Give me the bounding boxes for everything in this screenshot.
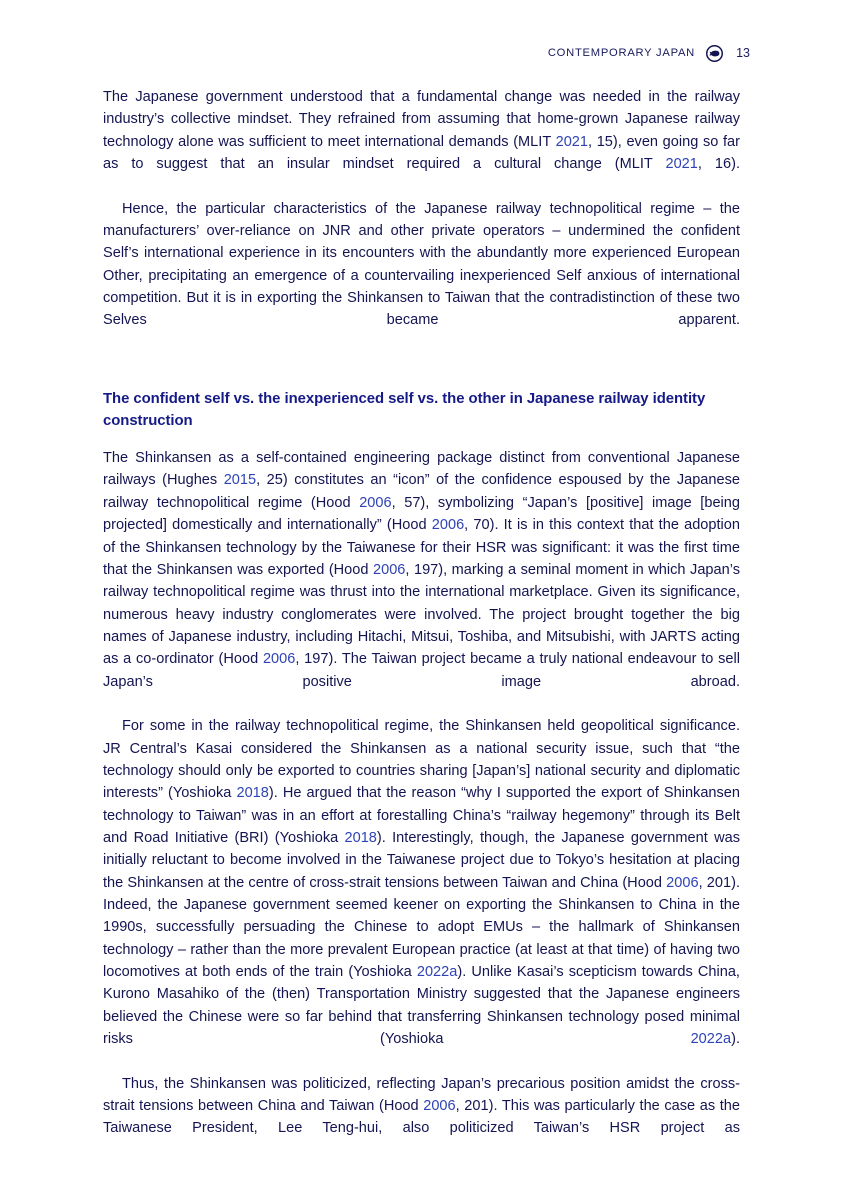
- citation-mlit-2021-b[interactable]: 2021: [665, 156, 698, 173]
- paragraph-1-text-c: , 16).: [697, 156, 740, 173]
- page-body-content: [103, 86, 740, 1162]
- paragraph-4-text-f: ).: [731, 1031, 740, 1048]
- paragraph-2: Hence, the particular characteristics of the Japanese railway technopolitical regime – the manufacturers’ over-reliance on JNR and other private operators – undermined the confident Self’s international experience in its encounters with the abundantly more experienced European Other, precipitating an emergence of a countervailing inexperienced Self anxious of international competition. But it is in exporting the Shinkansen to Taiwan that the contradistinction of these two Selves became apparent.: [103, 200, 740, 329]
- citation-hughes-2015[interactable]: 2015: [223, 472, 257, 489]
- citation-yoshioka-2018-a[interactable]: 2018: [236, 785, 269, 802]
- citation-hood-2006-c[interactable]: 2006: [373, 561, 406, 578]
- paragraph-1-text-a: The Japanese government understood that a fundamental change was needed in the railway industry’s collective mindset. They refrained from assuming that home-grown Japanese railway technology alone was sufficient to meet international demands (MLIT: [103, 89, 740, 150]
- running-header: [103, 42, 750, 64]
- paragraph-1: [103, 86, 740, 198]
- section-heading: The confident self vs. the inexperienced self vs. the other in Japanese railway identity construction: [103, 391, 706, 429]
- paragraph-4-text-b: ). He argued that the reason “why I supported the export of Shinkansen technology to Taiwan” was in an effort at forestalling China’s “railway hegemony” through its Belt and Road Initiative (BRI) (Yoshioka: [103, 785, 741, 846]
- paragraph-3: [103, 447, 740, 715]
- paragraph-3-text-d: , 70). It is in this context that the adoption of the Shinkansen technology by the Taiwanese for their HSR was significant: it was the first time that the Shinkansen was exported (Hood: [103, 517, 740, 578]
- page-number: 13: [736, 46, 750, 60]
- citation-hood-2006-f[interactable]: 2006: [423, 1098, 456, 1115]
- paragraph-4-text-d: , 201). Indeed, the Japanese government seemed keener on exporting the Shinkansen to China in the 1990s, successfully persuading the Chinese to adopt EMUs – the hallmark of Shinkansen technology – rather than the more prevalent European practice (at least at that time) of having two locomotives at both ends of the train (Yoshioka: [103, 874, 740, 981]
- paragraph-4-text-e: ). Unlike Kasai’s scepticism towards China, Kurono Masahiko of the (then) Transportation Ministry suggested that the Japanese engineers believed the Chinese were so far behind that transferring Shinkansen technology posed minimal risks (Yoshioka: [103, 964, 740, 1048]
- journal-emblem-icon: [706, 45, 723, 62]
- citation-mlit-2021-a[interactable]: 2021: [555, 133, 589, 150]
- citation-hood-2006-d[interactable]: 2006: [262, 651, 296, 668]
- heading-spacer-above: [103, 354, 740, 389]
- citation-hood-2006-a[interactable]: 2006: [359, 494, 392, 511]
- paragraph-3-text-b: , 25) constitutes an “icon” of the confidence espoused by the Japanese railway technopolitical regime (Hood: [103, 472, 740, 511]
- running-header-title: CONTEMPORARY JAPAN: [547, 47, 695, 59]
- paragraph-3-text-a: The Shinkansen as a self-contained engineering package distinct from conventional Japanese railways (Hughes: [103, 450, 740, 489]
- citation-yoshioka-2022a-b[interactable]: 2022a: [690, 1031, 732, 1048]
- paragraph-5-text-b: , 201). This was particularly the case as the Taiwanese President, Lee Teng-hui, also politicized Taiwan’s HSR project as: [103, 1098, 740, 1137]
- paragraph-1-text-b: , 15), even going so far as to suggest that an insular mindset required a cultural change (MLIT: [103, 133, 740, 173]
- paragraph-3-text-f: , 197). The Taiwan project became a truly national endeavour to sell Japan’s positive image abroad.: [103, 651, 740, 690]
- paragraph-4-text-c: ). Interestingly, though, the Japanese government was initially reluctant to become involved in the Taiwanese project due to Tokyo’s hesitation at placing the Shinkansen at the centre of cross-strait tensions between Taiwan and China (Hood: [103, 829, 740, 891]
- citation-yoshioka-2022a-a[interactable]: 2022a: [416, 964, 458, 981]
- citation-yoshioka-2018-b[interactable]: 2018: [344, 829, 377, 846]
- paragraph-5-text-a: Thus, the Shinkansen was politicized, reflecting Japan’s precarious position amidst the cross-strait tensions between China and Taiwan (Hood: [103, 1075, 740, 1115]
- citation-hood-2006-e[interactable]: 2006: [666, 874, 699, 891]
- heading-spacer-below: [103, 432, 740, 447]
- citation-hood-2006-b[interactable]: 2006: [431, 517, 465, 534]
- paragraph-4: [103, 715, 740, 1073]
- paragraph-5: [103, 1073, 740, 1162]
- paragraph-3-text-c: , 57), symbolizing “Japan’s [positive] image [being projected] domestically and internationally” (Hood: [103, 494, 740, 534]
- paragraph-4-text-a: For some in the railway technopolitical regime, the Shinkansen held geopolitical significance. JR Central’s Kasai considered the Shinkansen as a national security issue, such that “the technology should only be exported to countries sharing [Japan’s] national security and diplomatic interests” (Yoshioka: [103, 718, 740, 802]
- paragraph-3-text-e: , 197), marking a seminal moment in which Japan’s railway technopolitical regime was thrust into the international marketplace. Given its significance, numerous heavy industry conglomerates were involved. The project brought together the big names of Japanese industry, including Hitachi, Mitsui, Toshiba, and Mitsubishi, with JARTS acting as a co-ordinator (Hood: [103, 561, 740, 668]
